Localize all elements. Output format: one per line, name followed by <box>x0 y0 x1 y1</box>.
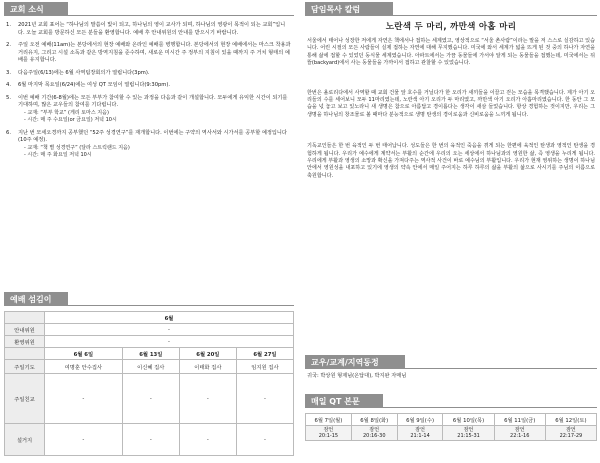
news-header: 교회 소식 <box>4 2 68 16</box>
qt-passage <box>545 426 596 441</box>
news-item-body <box>18 70 150 78</box>
duty-date: 6월 13일 <box>122 348 179 360</box>
bodies-header-line <box>305 368 597 369</box>
qt-date: 6월 7일(월) <box>306 414 352 426</box>
qt-book: 잠언 <box>369 427 380 433</box>
duty-header-line <box>4 305 294 306</box>
news-item-body <box>18 130 291 160</box>
qt-passage <box>397 426 443 441</box>
qt-reference: 21:1-14 <box>410 433 430 439</box>
bodies-text: 귀국: 박상원 형제님(온답대), 박지완 자매님 <box>307 373 407 379</box>
qt-book: 잠언 <box>415 427 425 433</box>
meal-cell: - <box>236 374 293 424</box>
qt-passage <box>306 426 352 441</box>
news-item <box>6 130 291 160</box>
qt-date: 6월 8일(화) <box>351 414 397 426</box>
news-item <box>6 95 291 125</box>
qt-header: 매일 QT 본문 <box>305 394 383 408</box>
column-paragraph: 한번은 올로리다에서 사역할 때 교회 건물 앞 호수를 거닐다가 한 오리가 새끼들을 이끌고 걷는 모습을 목격했습니다. 제가 아기 오리들의 수를 세어보니 모두 11마리였는데, 노란색 아기 오리가 두 마리였고, 까만색 아기 오리가 아홉마리였습니다. 한 동안 그 모습을 넋 놓고 보고 있노라니 새 생명은 참으로 아름답고 경이롭다는 생각이 새삼 들었습니다. 항상 경험하는 것이지만, 우리는 그 생명을 하나님의 창조물로 볼 때마다 분능적으로 생명 탄생의 경이로움과 신비로움을 느끼게 됩니다. <box>307 89 595 118</box>
news-item-number: 2. <box>6 42 12 48</box>
qt-book: 잠언 <box>514 427 525 433</box>
prayer-cell: 여명훈 안수집사 <box>45 360 123 374</box>
news-item <box>6 70 291 78</box>
usher-value: - <box>45 324 294 336</box>
news-item-number: 1. <box>6 22 12 28</box>
column-paragraph: 서울에서 태어나 성장한 저에게 자연은 책에서나 접하는 세계였고, 영상적으로 “서울 촌사람”이라는 말을 저 스스로 실감하고 있습니다. 어린 시절의 모든 사람들이 실제 접하는 자연에 대해 무지했습니다. 미국에 와서 세계가 넓을 뜨게 된 것 중의 하나가 자연을 통해 삶에 접할 수 있었던 동식물 세계였습니다. 아파트에서는 가끔 동물들에 가서야 알게 되는 동물들을 접했는데, 미국에서는 뒤뜰(backyard)에서 사는 동물들을 가까이서 접하고 관찰할 수 있었습니다. <box>307 38 595 67</box>
qt-reference: 22:1-16 <box>510 433 530 439</box>
news-item <box>6 22 291 37</box>
column-header: 담임목사 칼럼 <box>305 2 393 16</box>
usher-label: 안내위원 <box>5 324 45 336</box>
qt-date: 6월 11일(금) <box>494 414 545 426</box>
dish-cell: - <box>236 424 293 456</box>
qt-book: 잠언 <box>323 427 334 433</box>
dish-cell: - <box>179 424 236 456</box>
qt-passage <box>443 426 494 441</box>
qt-passage <box>351 426 397 441</box>
duty-month: 6월 <box>45 312 294 324</box>
news-list <box>6 22 291 165</box>
dish-label: 설거지 <box>5 424 45 456</box>
dish-cell: - <box>122 424 179 456</box>
news-item-body <box>18 95 291 125</box>
qt-header-line <box>305 407 597 408</box>
greeter-label: 환영위원 <box>5 336 45 348</box>
greeter-value: - <box>45 336 294 348</box>
dish-cell: - <box>45 424 123 456</box>
news-item-number: 4. <box>6 82 12 88</box>
meal-cell: - <box>122 374 179 424</box>
prayer-label: 주일기도 <box>5 360 45 374</box>
news-item-detail: - 시간: 매 주 화요일 저녁 10시 <box>24 152 92 158</box>
news-item <box>6 82 291 90</box>
duty-corner <box>5 312 45 324</box>
bodies-header: 교우/교계/지역동정 <box>305 355 405 369</box>
qt-reference: 21:15-31 <box>457 433 480 439</box>
dates-corner <box>5 348 45 360</box>
news-item-detail: - 교재: “부부 학교” (게리 토마스 지음) <box>24 109 109 116</box>
news-item-text: 2021년 교회 표어는 “하나님의 말씀이 빛이 되고, 하나님의 영이 교사가 되며, 하나님의 영광이 목적이 되는 교회”입니다. 오늘 교회를 방문하신 모든 분들을 환영합니다. 예배 후 안내위원의 안내를 받으시기 바랍니다. <box>18 22 286 36</box>
news-item-body <box>18 22 291 37</box>
news-item-text: 지난 번 모세오경까지 공부했던 “52주 성경연구”를 재개합니다. 이번에는 구약의 역사서와 시가서를 공부할 예정입니다(10주 예정). <box>18 129 287 143</box>
column-paragraph: 기독교인들은 한 번 육적인 두 번 태어납니다. 성도들은 한 번의 육적인 죽음을 겪게 되는 한편에 육적인 탄생과 영적인 탄생을 경험하게 됩니다. 우리가 예수에게 계약서는 부활의 순간에 우리의 오는 세상에서 하나님과의 영원한 삶, 즉 영생을 누리게 됩니다. 우리에게 부활과 영생의 소망과 확신을 가져다주는 역사적 사건이 바로 예수님의 부활입니다. 우리가 현재 영위하는 생명이 하나님 안에서 영원성을 내포하고 있기에 영생의 약속 안에서 매일 주어지는 하루 하루의 삶을 부활의 삶으로 사시기를 주님의 이름으로 축원합니다. <box>307 143 595 179</box>
duty-table <box>4 311 294 456</box>
prayer-cell: 이신혜 집사 <box>122 360 179 374</box>
meal-cell: - <box>179 374 236 424</box>
duty-date: 6월 27일 <box>236 348 293 360</box>
qt-book: 잠언 <box>463 427 474 433</box>
qt-date: 6월 9일(수) <box>397 414 443 426</box>
duty-date: 6월 20일 <box>179 348 236 360</box>
news-item-text: 다음주일(6/13)에는 6월 사역팀장회의가 열립니다(3pm). <box>18 69 150 76</box>
news-item-text: 이번 예배 기간(6-8월)에는 모든 부부가 참여할 수 있는 과정을 다음과 같이 개설합니다. 모두에게 유익한 시간이 되기를 기대하며, 많은 교우들의 참여를 기다립니다. <box>18 94 288 108</box>
column-header-line <box>305 15 597 16</box>
qt-date: 6월 10일(목) <box>443 414 494 426</box>
news-item-text: 주일 오전 예배(11am)는 본당에서의 현장 예배와 온라인 예배를 병행합니다. 본당에서의 현장 예배에서는 마스크 착용과 거리유지, 그리고 시설 소독과 같은 방역지침을 준수하며, 새로운 미시간 주 정부의 지침이 있을 때까지 주 거치 형태의 예배를 유지합니다. <box>18 42 291 63</box>
meal-cell: - <box>45 374 123 424</box>
qt-passage <box>494 426 545 441</box>
qt-table <box>305 413 597 441</box>
pastor-column <box>307 20 595 188</box>
news-item-number: 6. <box>6 129 12 136</box>
news-header-line <box>4 15 294 16</box>
qt-reference: 20:16-30 <box>362 433 386 439</box>
qt-reference: 20:1-15 <box>318 433 339 439</box>
qt-reference: 22:17-29 <box>559 433 583 439</box>
news-item-body <box>18 82 170 90</box>
news-item-text: 6월 마지막 목요일(6/24)에는 여성 QT 모임이 열립니다(9:30pm). <box>18 82 171 88</box>
column-title: 노란색 두 마리, 까만색 아홉 마리 <box>385 22 517 32</box>
news-item-number: 3. <box>6 69 12 76</box>
prayer-cell: 임지원 집사 <box>236 360 293 374</box>
duty-header: 예배 섬김이 <box>4 292 68 306</box>
qt-date: 6월 12일(토) <box>545 414 596 426</box>
duty-date: 6월 6일 <box>45 348 123 360</box>
prayer-cell: 이태화 집사 <box>179 360 236 374</box>
news-item <box>6 42 291 65</box>
news-item-number: 5. <box>6 94 12 101</box>
news-item-body <box>18 42 291 65</box>
meal-label: 주일친교 <box>5 374 45 424</box>
qt-book: 잠언 <box>566 427 576 433</box>
news-item-detail: - 교재: “책 별 성경연구” (달라 스트릭랜드 지음) <box>24 144 130 151</box>
news-item-detail: - 시간: 매 주 수요일(or 금요일) 저녁 10시 <box>24 117 117 123</box>
